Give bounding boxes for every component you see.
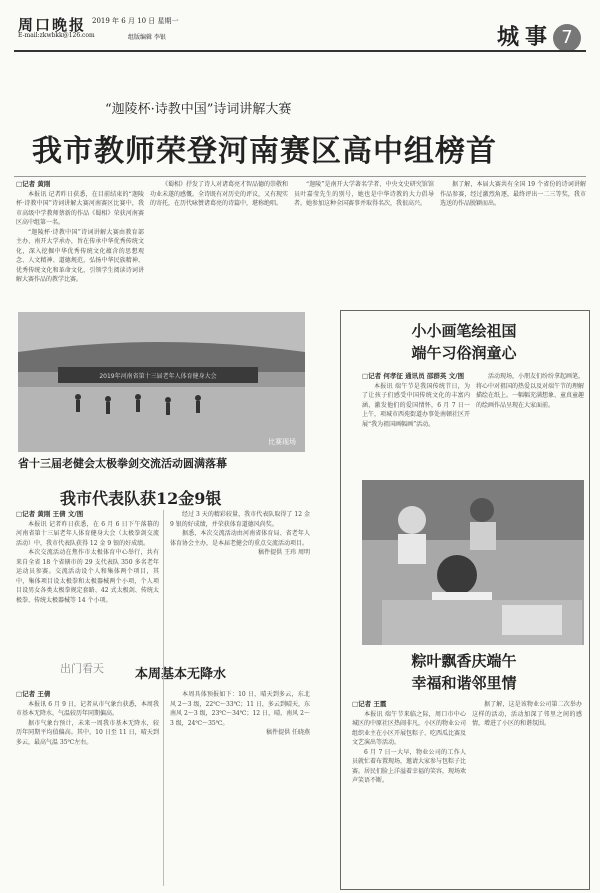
taichi-photo-illustration bbox=[18, 312, 305, 452]
story4-headline-line2: 端午习俗润童心 bbox=[411, 344, 517, 362]
story1-paragraph: 本报讯 记者昨日获悉，在目前结束的“迦陵杯·诗教中国”诗词讲解大赛河南赛区比赛中，我市高级中学教师蔡新的作品《蜀相》荣获河南赛区高中组第一名。 bbox=[16, 190, 144, 226]
story3-headline: 本周基本无降水 bbox=[135, 667, 227, 682]
story2-photo-caption: 省十三届老健会太极拳剑交流活动圆满落幕 bbox=[18, 457, 227, 470]
story2-column-2 bbox=[170, 510, 310, 650]
page-number-badge: 7 bbox=[553, 24, 581, 52]
weather-column-logo: 出门看天 bbox=[60, 662, 104, 675]
story1-column-4 bbox=[440, 180, 586, 305]
story4-headline bbox=[340, 320, 588, 364]
story5-paragraph: 本报讯 端午节来临之际，周口市中心城区的中原社区热闹非凡，小区的物业公司组织业主在小区开展包粽子、吃西瓜比赛及文艺演出等活动。 bbox=[352, 710, 466, 746]
story3-paragraph: 据市气象台预计，未来一周我市基本无降水，较历年同期平均值偏高。其中，10 日至 11 日，晴天到多云，最高气温 35℃左右。 bbox=[16, 719, 159, 746]
section-title: 城事 bbox=[497, 24, 554, 50]
story5-headline bbox=[340, 650, 588, 694]
story4-headline-line1: 小小画笔绘祖国 bbox=[411, 322, 517, 340]
story2-column-1 bbox=[16, 510, 159, 650]
story1-kicker: “迦陵杯·诗教中国”诗词讲解大赛 bbox=[105, 102, 292, 117]
masthead-rule bbox=[14, 50, 586, 52]
children-photo-illustration bbox=[362, 480, 584, 645]
story1-headline: 我市教师荣登河南赛区高中组榜首 bbox=[32, 134, 497, 169]
story5-byline: □记者 王霞 bbox=[352, 700, 387, 708]
story5-paragraph: 6 月 7 日一大早，物业公司的工作人员就忙着布置现场，邀请大家参与包粽子比赛。居民们脸上洋溢着幸福的笑容，现场欢声笑语不断。 bbox=[352, 748, 466, 784]
children-painting-photo bbox=[362, 480, 584, 645]
story3-paragraph: 本报讯 6 月 9 日，记者从市气象台获悉，本周我市基本无降水，气温较历年同期偏高。 bbox=[16, 700, 159, 717]
story2-paragraph: 据悉，本次交流活动由河南省体育局、省老年人体育协会主办，是本届老健会的重点交流活动项目。 bbox=[170, 530, 310, 547]
story1-column-1 bbox=[16, 180, 144, 305]
story2-paragraph: 本报讯 记者昨日获悉，在 6 月 6 日下午落幕的河南省第十三届老年人体育健身大会（太极拳剑交流活动）中，我市代表队获得 12 金 9 银的好成绩。 bbox=[16, 520, 159, 547]
story3-credit: 稿件提供 任晓燕 bbox=[266, 729, 310, 736]
story3-column-2 bbox=[170, 690, 310, 886]
story1-paragraph: 据了解，本届大赛共有全国 19 个省份的诗词讲解作品参赛，经过激烈角逐，最终评出一二三等奖，我市选送的作品脱颖而出。 bbox=[440, 181, 586, 207]
story1-divider bbox=[14, 176, 586, 177]
story4-byline: □记者 何孝征 通讯员 邵群英 文/图 bbox=[362, 372, 465, 380]
story2-paragraph: 本次交流活动在焦作市太极体育中心举行，共有来自全省 18 个省辖市的 29 支代表队 350 多名老年运动员参赛。交流活动设个人和集体两个项目，其中，集体项目设太极拳和太极器械两个小项，个人项目设男女各类太极拳规定套路、42 式太极剑、传统太极拳、传统太极器械等 14 个小项。 bbox=[16, 549, 159, 604]
story1-column-2 bbox=[150, 180, 288, 305]
story2-headline: 我市代表队获12金9银 bbox=[60, 489, 222, 508]
layout-editor: 组版编辑 李银 bbox=[128, 34, 166, 41]
column-divider bbox=[163, 510, 164, 886]
story3-byline: □记者 王倩 bbox=[16, 690, 51, 698]
story2-credit: 稿件提供 王玮 周明 bbox=[258, 549, 310, 556]
story1-paragraph: “迦陵杯·诗教中国”诗词讲解大赛由教育部主办，南开大学承办，旨在传承中华优秀传统文化，深入挖掘中华优秀传统文化蕴含的思想观念、人文精神、道德规范，弘扬中华民族精神、优秀传统文化和革命文化，引领学生阅读诗词讲解大赛作品的教学比赛。 bbox=[16, 228, 144, 283]
photo-credit: 比赛现场 bbox=[268, 438, 296, 446]
story2-byline: □记者 黄刚 王倩 文/图 bbox=[16, 510, 84, 518]
story5-headline-line1: 粽叶飘香庆端午 bbox=[411, 652, 517, 670]
taichi-event-photo bbox=[18, 312, 305, 452]
newspaper-logo: 周口晚报 bbox=[18, 16, 87, 34]
story2-paragraph: 经过 3 天的精彩较量，我市代表队取得了 12 金 9 银的好成绩，并荣获体育道德风尚奖。 bbox=[170, 511, 310, 528]
story4-column-1 bbox=[362, 372, 470, 476]
issue-date: 2019 年 6 月 10 日 星期一 bbox=[92, 17, 179, 25]
story3-column-1 bbox=[16, 690, 159, 886]
story5-column-2 bbox=[472, 700, 582, 882]
story1-column-3 bbox=[294, 180, 434, 305]
story5-column-1 bbox=[352, 700, 466, 882]
story5-paragraph: 据了解，这是该物业公司第二次举办这样的活动，活动加深了邻里之间的感情，增进了小区的和谐氛围。 bbox=[472, 701, 582, 727]
story4-paragraph: 活动现场，小朋友们纷纷拿起画笔，将心中对祖国的热爱以及对端午节的理解描绘在纸上。一幅幅充满想象、童真童趣的绘画作品呈现在大家面前。 bbox=[476, 373, 584, 409]
contact-email: E-mail:zkwbkk@126.com bbox=[18, 32, 95, 39]
photo-banner-text: 2019年河南省第十三届老年人体育健身大会 bbox=[99, 373, 217, 380]
story4-column-2 bbox=[476, 372, 584, 476]
story4-paragraph: 本报讯 端午节是我国传统节日，为了让孩子们感受中国传统文化的丰富内涵，激发他们的爱国情怀，6 月 7 日一上午，项城市西苑街道办事处南顿社区开展“我为祖国画幅画”活动。 bbox=[362, 382, 470, 428]
story3-paragraph: 本周具体预报如下：10 日，晴天到多云，东北风 2～3 级，22℃～33℃；11 日，多云到晴天，东南风 2～3 级，23℃～34℃；12 日，晴，南风 2～3 级，24℃～35℃。 bbox=[170, 691, 310, 727]
story1-paragraph: 《蜀相》抒发了诗人对诸葛亮才智品德的崇敬和功业未遂的感慨。全诗既有对历史的评议，又有现实的寄托，在历代咏赞诸葛亮的诗篇中，堪称绝唱。 bbox=[150, 181, 288, 207]
story1-paragraph: “迦陵”是南开大学著名学者、中央文史研究馆馆员叶嘉莹先生的别号，她也是中华诗教的大力倡导者。她参加这种全国赛事并取得名次，我很高兴。 bbox=[294, 181, 434, 207]
story1-byline: □记者 黄刚 bbox=[16, 180, 51, 188]
story5-headline-line2: 幸福和谐邻里情 bbox=[411, 674, 517, 692]
